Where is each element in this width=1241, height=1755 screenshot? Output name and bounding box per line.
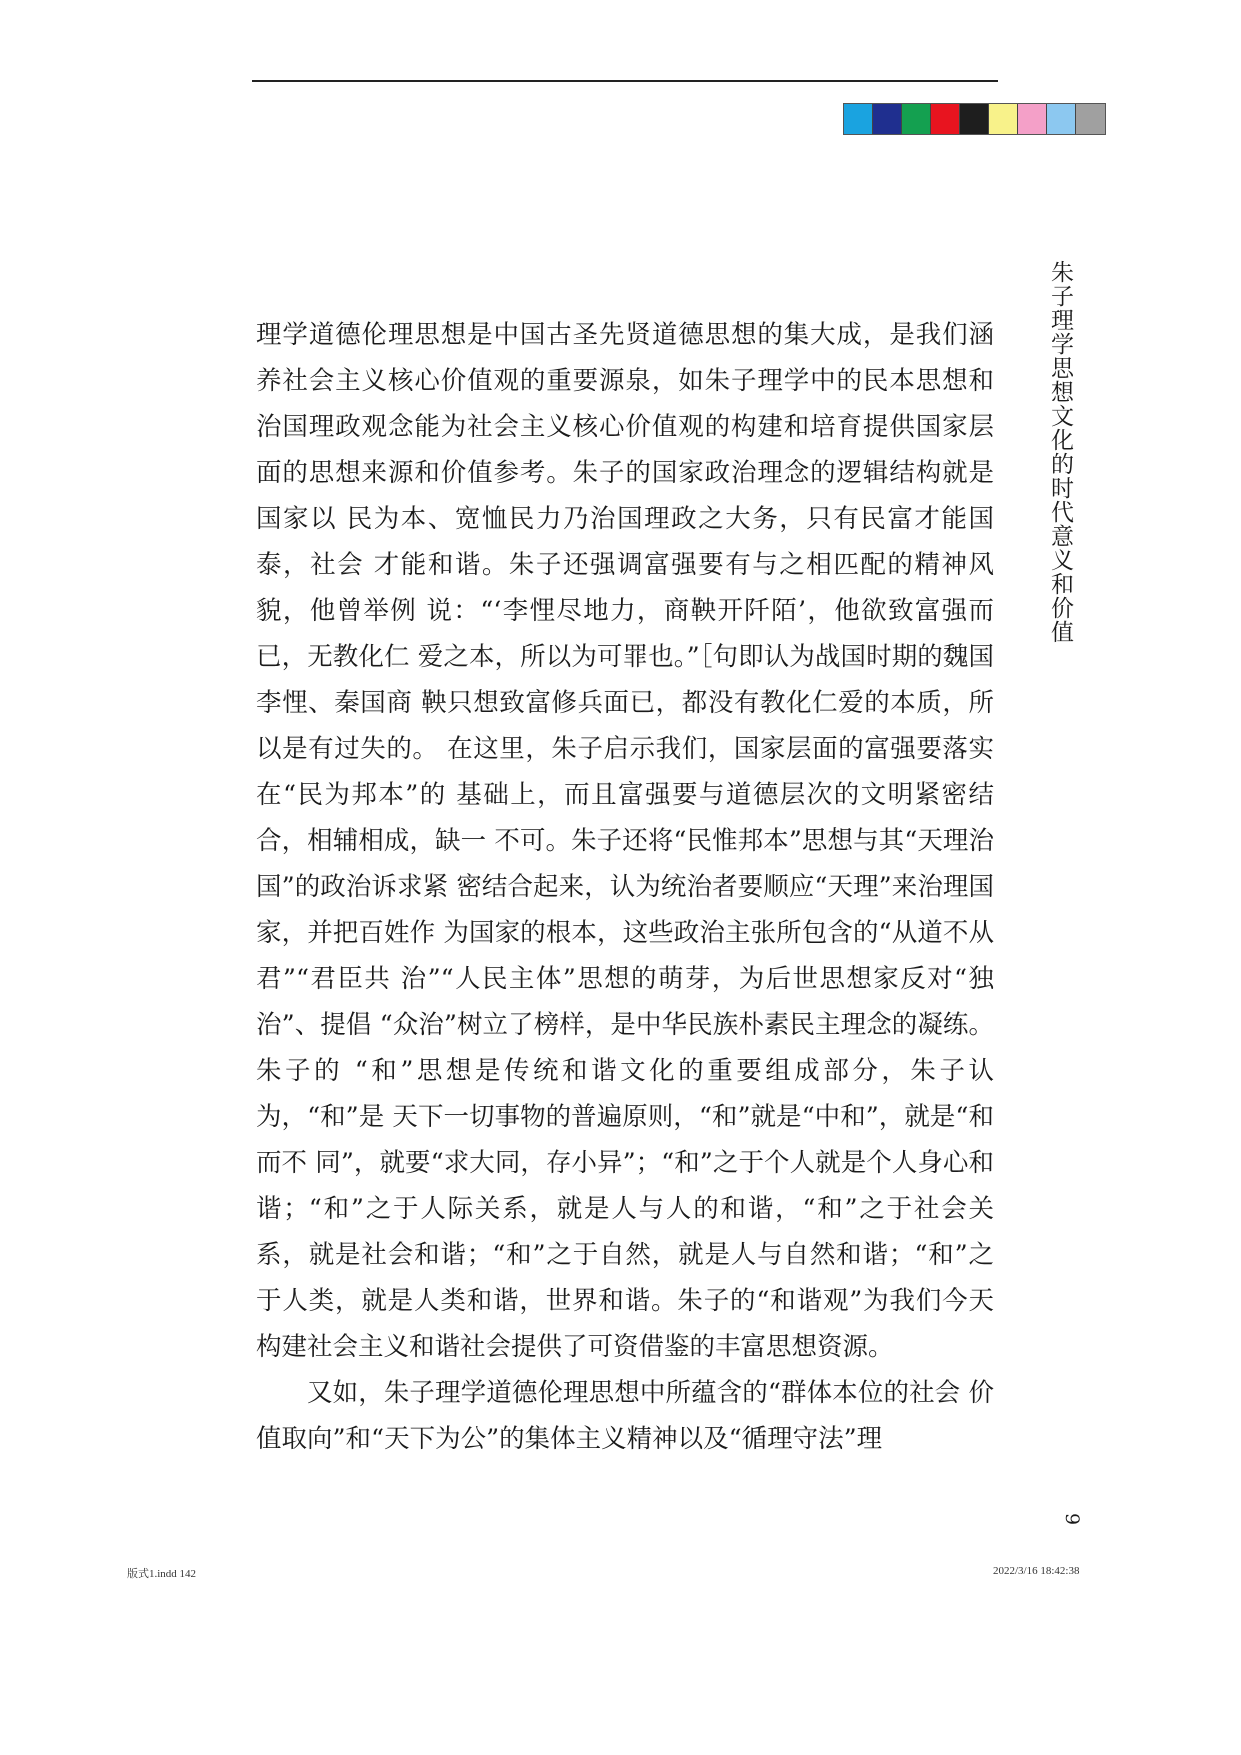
color-swatch: [989, 104, 1018, 134]
body-paragraph: 又如，朱子理学道德伦理思想中所蕴含的“群体本位的社会 价值取向”和“天下为公”的集体主义精神以及“循理守法”理: [256, 1378, 994, 1454]
color-swatch: [902, 104, 931, 134]
color-swatch: [873, 104, 902, 134]
color-swatch: [1047, 104, 1076, 134]
color-calibration-bar: [843, 103, 1106, 135]
color-swatch: [1076, 104, 1105, 134]
header-rule: [252, 80, 998, 82]
footer-timestamp: 2022/3/16 18:42:38: [993, 1565, 1080, 1577]
running-chapter-title: 朱子理学思想文化的时代意义和价值: [1047, 260, 1073, 644]
color-swatch: [931, 104, 960, 134]
color-swatch: [844, 104, 873, 134]
color-swatch: [1018, 104, 1047, 134]
footer-filename: 版式1.indd 142: [127, 1568, 197, 1580]
body-paragraph: 理学道德伦理思想是中国古圣先贤道德思想的集大成，是我们涵养社会主义核心价值观的重要源泉，如朱子理学中的民本思想和治国理政观念能为社会主义核心价值观的构建和培育提供国家层面的思想来源和价值参考。朱子的国家政治理念的逻辑结构就是国家以 民为本、宽恤民力乃治国理政之大务，只有民富才能国泰，社会 才能和谐。朱子还强调富强要有与之相匹配的精神风貌，他曾举例 说：“‘李悝尽地力，商鞅开阡陌’，他欲致富强而已，无教化仁 爱之本，所以为可罪也。”［句即认为战国时期的魏国李悝、秦国商 鞅只想致富修兵面已，都没有教化仁爱的本质，所以是有过失的。 在这里，朱子启示我们，国家层面的富强要落实在“民为邦本”的 基础上，而且富强要与道德层次的文明紧密结合，相辅相成，缺一 不可。朱子还将“民惟邦本”思想与其“天理治国”的政治诉求紧 密结合起来，认为统治者要顺应“天理”来治理国家，并把百姓作 为国家的根本，这些政治主张所包含的“从道不从君”“君臣共 治”“人民主体”思想的萌芽，为后世思想家反对“独治”、提倡 “众治”树立了榜样，是中华民族朴素民主理念的凝练。朱子的 “和”思想是传统和谐文化的重要组成部分，朱子认为，“和”是 天下一切事物的普遍原则，“和”就是“中和”，就是“和而不 同”，就要“求大同，存小异”；“和”之于个人就是个人身心和 谐；“和”之于人际关系，就是人与人的和谐，“和”之于社会关 系，就是社会和谐；“和”之于自然，就是人与自然和谐；“和”之 于人类，就是人类和谐，世界和谐。朱子的“和谐观”为我们今天 构建社会主义和谐社会提供了可资借鉴的丰富思想资源。: [256, 320, 994, 1362]
main-text: [256, 312, 994, 1462]
color-swatch: [960, 104, 989, 134]
page-number: 9: [1061, 1512, 1084, 1526]
